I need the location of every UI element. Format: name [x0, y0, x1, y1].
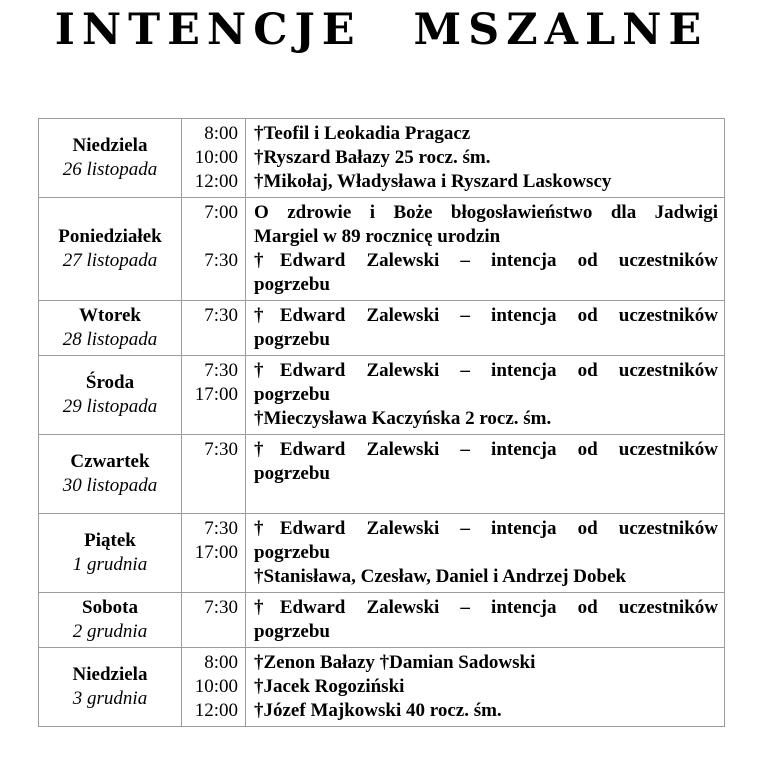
page-title: INTENCJE MSZALNE	[54, 5, 709, 55]
time-value: 12:00	[194, 171, 238, 193]
intention-line: †Jacek Rogoziński	[254, 676, 405, 698]
day-date: 3 grudnia	[72, 688, 148, 710]
time-cell	[182, 435, 246, 514]
time-value: 7:30	[204, 518, 238, 540]
time-value: 10:00	[194, 147, 238, 169]
intention-line: †Edward Zalewski – intencja od uczestników	[254, 250, 718, 272]
intention-line: †Zenon Bałazy †Damian Sadowski	[254, 652, 536, 674]
table-row	[39, 514, 725, 593]
intention-line: †Edward Zalewski – intencja od uczestników	[254, 518, 718, 540]
intention-line: O zdrowie i Boże błogosławieństwo dla Jadwigi	[254, 202, 718, 224]
intention-cell	[246, 514, 725, 593]
time-value: 17:00	[194, 542, 238, 564]
day-date: 2 grudnia	[72, 621, 148, 643]
intention-line: †Stanisława, Czesław, Daniel i Andrzej Dobek	[254, 566, 627, 588]
time-value: 8:00	[204, 652, 238, 674]
day-cell	[39, 435, 182, 514]
intention-line: †Edward Zalewski – intencja od uczestników	[254, 360, 718, 382]
time-cell	[182, 514, 246, 593]
table-row	[39, 198, 725, 301]
schedule-body	[39, 119, 725, 727]
table-row	[39, 648, 725, 727]
day-cell	[39, 648, 182, 727]
intention-line: †Edward Zalewski – intencja od uczestników	[254, 439, 718, 461]
day-cell	[39, 356, 182, 435]
time-value: 10:00	[194, 676, 238, 698]
day-name: Sobota	[82, 597, 138, 619]
intention-line: pogrzebu	[254, 329, 330, 351]
intention-line: †Józef Majkowski 40 rocz. śm.	[254, 700, 502, 722]
day-cell	[39, 301, 182, 356]
intention-line: †Mieczysława Kaczyńska 2 rocz. śm.	[254, 408, 552, 430]
intention-line: pogrzebu	[254, 542, 330, 564]
day-name: Wtorek	[79, 305, 141, 327]
intention-line: Margiel w 89 rocznicę urodzin	[254, 226, 501, 248]
intention-line: pogrzebu	[254, 384, 330, 406]
time-value: 17:00	[194, 384, 238, 406]
time-value: 7:30	[204, 360, 238, 382]
day-cell	[39, 514, 182, 593]
day-date: 29 listopada	[62, 396, 158, 418]
time-value: 12:00	[194, 700, 238, 722]
day-name: Czwartek	[70, 451, 150, 473]
mass-intentions-table	[38, 118, 725, 727]
intention-line: †Teofil i Leokadia Pragacz	[254, 123, 471, 145]
intention-cell	[246, 435, 725, 514]
time-value	[182, 225, 238, 249]
day-cell	[39, 119, 182, 198]
day-date: 26 listopada	[62, 159, 158, 181]
intention-line: †Edward Zalewski – intencja od uczestników	[254, 305, 718, 327]
intention-line: pogrzebu	[254, 274, 330, 296]
table-row	[39, 593, 725, 648]
day-date: 28 listopada	[62, 329, 158, 351]
time-value: 7:30	[204, 597, 238, 619]
time-cell	[182, 301, 246, 356]
time-cell	[182, 119, 246, 198]
day-date: 27 listopada	[62, 250, 158, 272]
intention-line	[254, 486, 718, 510]
day-cell	[39, 593, 182, 648]
time-value: 7:30	[204, 305, 238, 327]
intention-cell	[246, 301, 725, 356]
time-cell	[182, 356, 246, 435]
table-row	[39, 435, 725, 514]
day-date: 1 grudnia	[72, 554, 148, 576]
table-row	[39, 301, 725, 356]
time-value: 7:30	[204, 250, 238, 272]
intention-line: pogrzebu	[254, 463, 330, 485]
intention-cell	[246, 119, 725, 198]
day-name: Poniedziałek	[58, 226, 162, 248]
day-date: 30 listopada	[62, 475, 158, 497]
time-value: 7:30	[204, 439, 238, 461]
time-value: 8:00	[204, 123, 238, 145]
day-name: Niedziela	[72, 664, 148, 686]
table-row	[39, 356, 725, 435]
intention-cell	[246, 593, 725, 648]
intention-line: †Edward Zalewski – intencja od uczestników	[254, 597, 718, 619]
time-cell	[182, 198, 246, 301]
day-name: Niedziela	[72, 135, 148, 157]
intention-cell	[246, 356, 725, 435]
intention-line: pogrzebu	[254, 621, 330, 643]
day-name: Środa	[85, 372, 135, 394]
intention-cell	[246, 198, 725, 301]
time-cell	[182, 648, 246, 727]
intention-cell	[246, 648, 725, 727]
intention-line: †Mikołaj, Władysława i Ryszard Laskowscy	[254, 171, 612, 193]
time-cell	[182, 593, 246, 648]
day-name: Piątek	[84, 530, 136, 552]
day-cell	[39, 198, 182, 301]
table-row	[39, 119, 725, 198]
time-value: 7:00	[204, 202, 238, 224]
intention-line: †Ryszard Bałazy 25 rocz. śm.	[254, 147, 491, 169]
